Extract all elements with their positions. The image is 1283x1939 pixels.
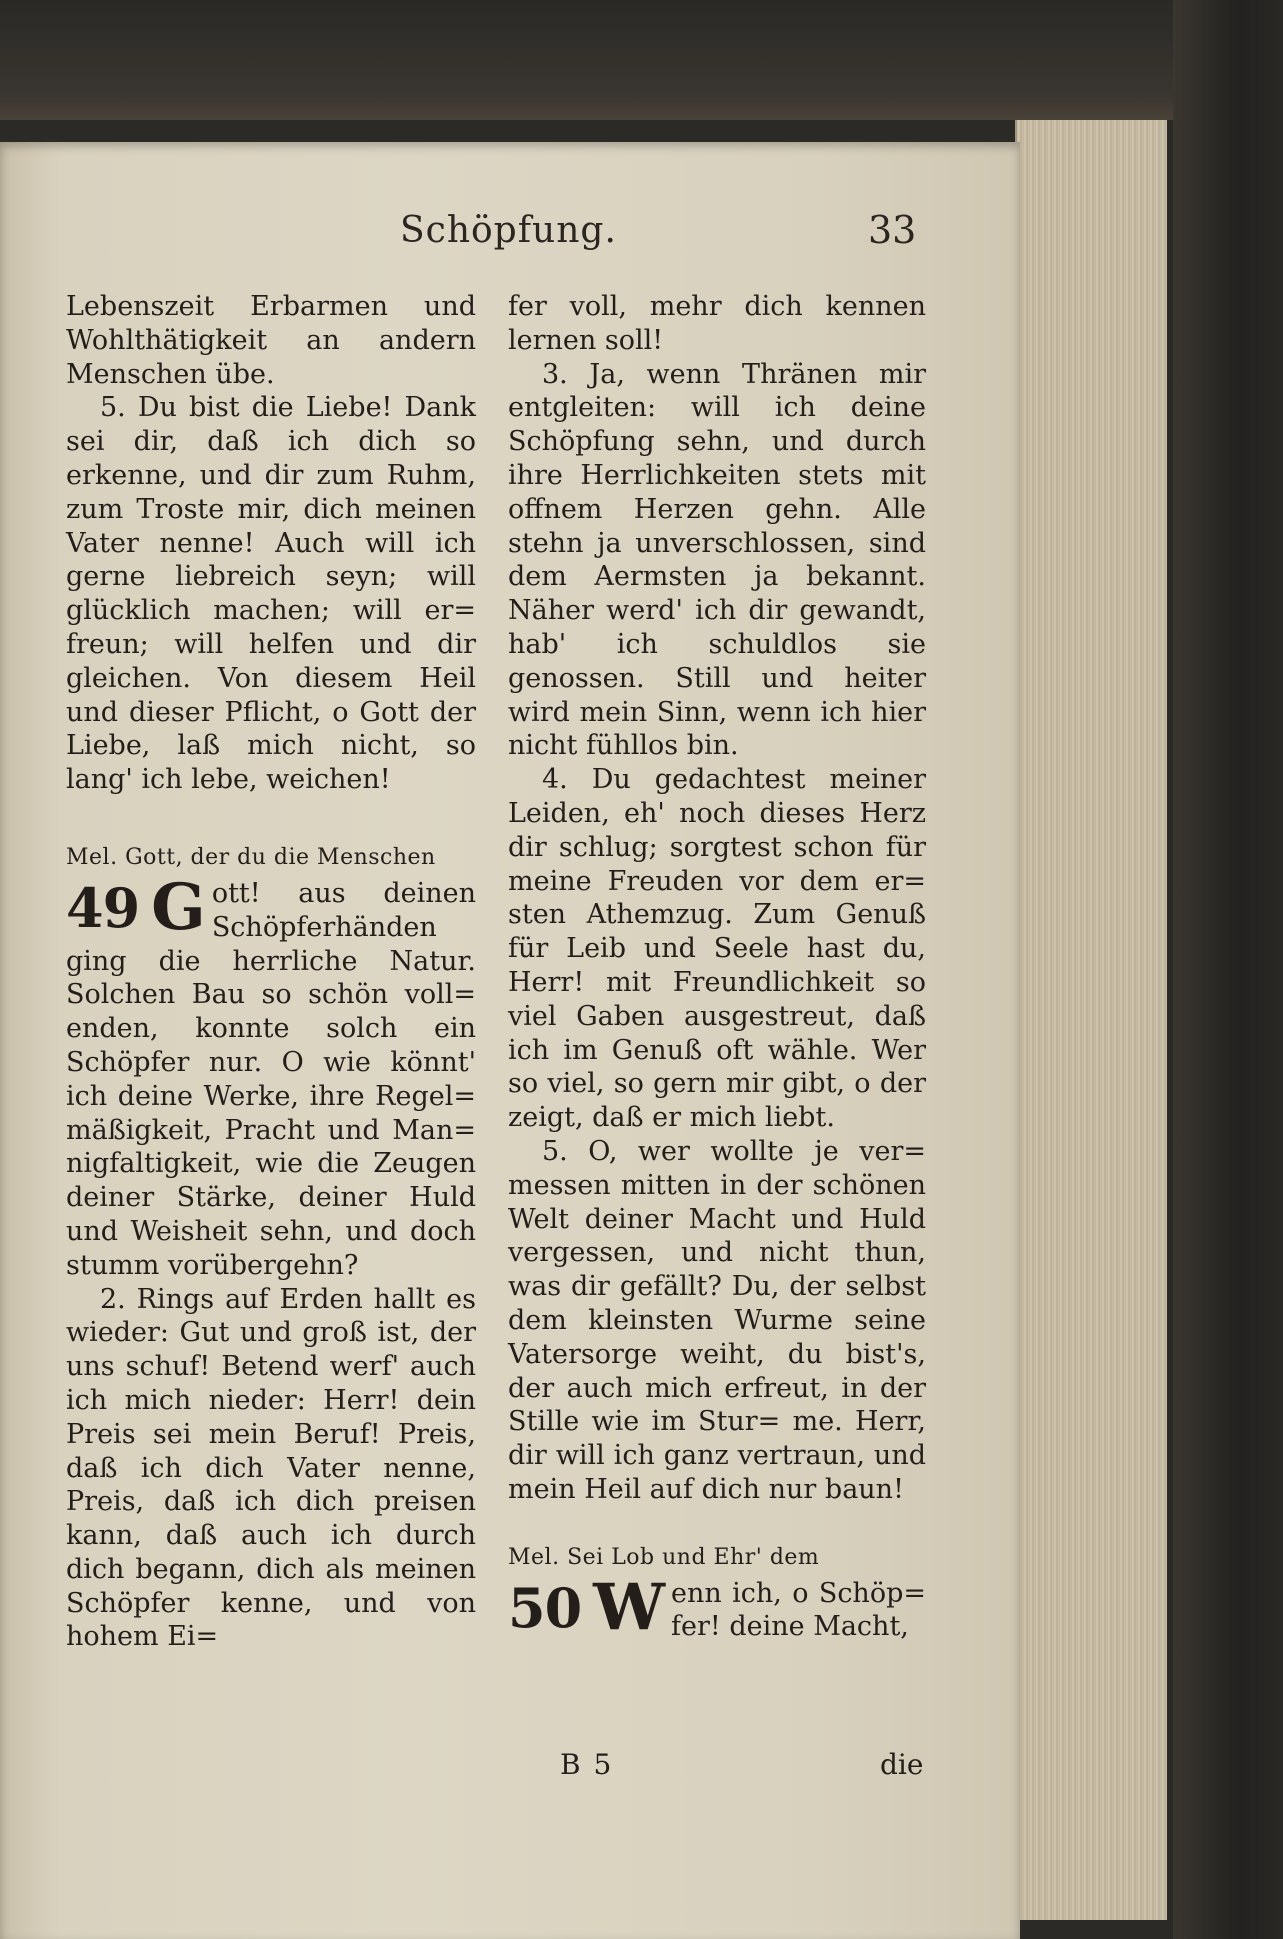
hymn-49	[66, 869, 476, 1283]
right-column	[508, 290, 926, 1644]
hymn-number: 50	[508, 1575, 582, 1640]
running-head: Schöpfung.	[400, 210, 617, 251]
verse-5: 5. Du bist die Liebe! Dank sei dir, daß ich dich so erkenne, und dir zum Ruhm, zum Troste mir, dich meinen Vater nenne! Auch will ich gerne liebreich seyn; will glücklich machen; will er= freun; will helfen und dir gleichen. Von diesem Heil und dieser Pflicht, o Gott der Liebe, laß mich nicht, so lang' ich lebe, weichen!	[66, 392, 476, 796]
verse-2: 2. Rings auf Erden hallt es wieder: Gut und groß ist, der uns schuf! Betend werf' auch ich mich nieder: Herr! dein Preis sei mein Beruf! Preis, daß ich dich Vater nenne, Preis, daß ich dich preisen kann, daß auch ich durch dich begann, dich als meinen Schöpfer kenne, und von hohem Ei=	[66, 1283, 476, 1653]
melody-line: Mel. Sei Lob und Ehr' dem	[508, 1544, 820, 1570]
hymn-49-text: ott! aus deinen Schöpferhänden ging die herrliche Natur. Solchen Bau so schön voll= enden, konnte solch ein Schöpfer nur. O wie könnt' ich deine Werke, ihre Regel= mäßigkeit, Pracht und Man= nigfaltigkeit, wie die Zeugen deiner Stärke, deiner Huld und Weisheit sehn, und doch stumm vorübergehn?	[66, 877, 476, 1281]
page-number: 33	[868, 208, 917, 252]
melody-line: Mel. Gott, der du die Menschen	[66, 844, 436, 870]
verse-5-hymn-49: 5. O, wer wollte je ver= messen mitten in der schönen Welt deiner Macht und Huld vergessen, und nicht thun, was dir gefällt? Du, der selbst dem kleinsten Wurme seine Vatersorge weiht, du bist's, der auch mich erfreut, in der Stille wie im Stur= me. Herr, dir will ich ganz vertraun, und mein Heil auf dich nur baun!	[508, 1135, 926, 1505]
signature-mark: B 5	[560, 1748, 614, 1781]
spacer	[508, 1507, 926, 1537]
right-continuation-text: fer voll, mehr dich kennen lernen soll!	[508, 291, 926, 356]
spacer	[66, 797, 476, 837]
catchword: die	[880, 1748, 924, 1781]
hymn-number: 49	[66, 875, 140, 940]
page-edges	[1015, 120, 1167, 1920]
left-column	[66, 290, 476, 1654]
left-continuation-text: Lebenszeit Erbarmen und Wohlthätigkeit an andern Menschen übe.	[66, 291, 476, 390]
verse-3: 3. Ja, wenn Thränen mir entgleiten: will ich deine Schöpfung sehn, und durch ihre Herrlichkeiten stets mit offnem Herzen gehn. Alle stehn ja unverschlossen, sind dem Aermsten ja bekannt. Näher werd' ich dir gewandt, hab' ich schuldlos sie genossen. Still und heiter wird mein Sinn, wenn ich hier nicht fühllos bin.	[508, 358, 926, 762]
hymn-50	[508, 1569, 926, 1645]
dropcap: W	[593, 1569, 666, 1645]
book-cover-right	[1173, 0, 1283, 1939]
book-cover-top	[0, 0, 1283, 120]
hymn-50-text: enn ich, o Schöp= fer! deine Macht,	[671, 1577, 926, 1643]
dropcap: G	[151, 869, 206, 945]
verse-4: 4. Du gedachtest meiner Leiden, eh' noch dieses Herz dir schlug; sorgtest schon für meine Freuden vor dem er= sten Athemzug. Zum Genuß für Leib und Seele hast du, Herr! mit Freundlichkeit so viel Gaben ausgestreut, daß ich im Genuß oft wähle. Wer so viel, so gern mir gibt, o der zeigt, daß er mich liebt.	[508, 764, 926, 1134]
